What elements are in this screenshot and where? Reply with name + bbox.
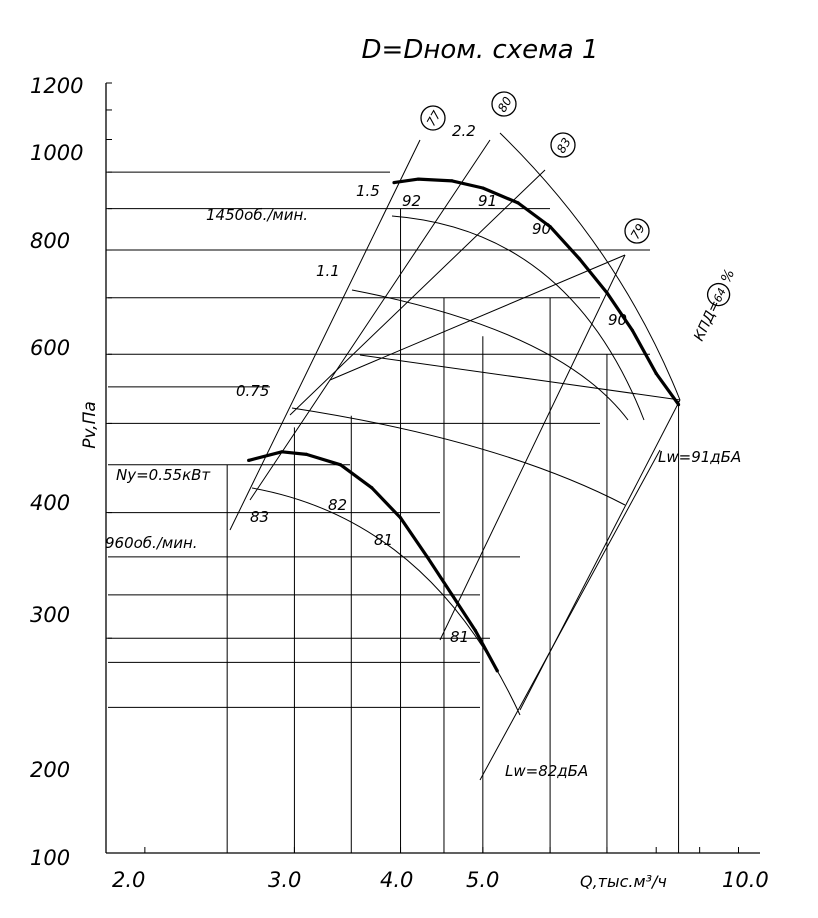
speed-label: 1450об./мин. — [206, 206, 309, 224]
data-point — [247, 459, 250, 462]
circled-label — [492, 92, 516, 116]
power-label: 2.2 — [452, 122, 476, 140]
y-tick-label: 400 — [30, 491, 71, 515]
speed-label: 960об./мин. — [105, 534, 198, 552]
data-point — [578, 257, 581, 260]
svg-text:83: 83 — [553, 135, 574, 156]
data-point — [305, 453, 308, 456]
data-point — [392, 181, 395, 184]
y-tick-label: 600 — [30, 336, 71, 360]
data-point — [496, 669, 499, 672]
power-label: Ny=0.55кВт — [116, 466, 211, 484]
data-point — [450, 179, 453, 182]
efficiency-label: 81 — [374, 531, 394, 549]
chart-title: D=Dном. схема 1 — [361, 35, 599, 65]
noise-label: Lw=82дБА — [505, 762, 589, 780]
y-tick-label: 1200 — [30, 74, 84, 98]
data-point — [450, 593, 453, 596]
y-axis-label: Pv,Па — [80, 401, 100, 449]
efficiency-label: 92 — [402, 192, 422, 210]
y-tick-label: 300 — [30, 603, 71, 627]
data-point — [631, 329, 634, 332]
system-line — [360, 355, 680, 400]
efficiency-label: 90 — [608, 311, 628, 329]
system-line — [330, 255, 628, 380]
data-point — [399, 516, 402, 519]
power-label: 1.5 — [356, 182, 380, 200]
system-line — [230, 140, 420, 530]
efficiency-label: 90 — [532, 220, 552, 238]
system-line — [440, 255, 628, 640]
svg-text:77: 77 — [423, 108, 444, 129]
efficiency-arc — [500, 133, 680, 400]
y-tick-label: 800 — [30, 229, 71, 253]
data-point — [516, 201, 519, 204]
y-tick-label: 100 — [30, 846, 71, 870]
data-series — [247, 178, 680, 673]
data-point — [370, 486, 373, 489]
data-point — [417, 178, 420, 181]
svg-text:64: 64 — [711, 286, 729, 305]
data-point — [280, 450, 283, 453]
power-label: 1.1 — [316, 262, 340, 280]
y-tick-label: 1000 — [30, 141, 84, 165]
data-point — [474, 629, 477, 632]
data-point — [481, 186, 484, 189]
efficiency-arc — [252, 488, 520, 715]
efficiency-label: 82 — [328, 496, 348, 514]
efficiency-label: 81 — [450, 628, 470, 646]
auxiliary-curves — [230, 133, 680, 780]
svg-text:КПД=: КПД= — [691, 297, 724, 344]
circled-label — [421, 106, 445, 130]
x-tick-label: 3.0 — [268, 868, 302, 892]
noise-label: Lw=91дБА — [658, 448, 742, 466]
data-point — [339, 463, 342, 466]
x-tick-label: 5.0 — [466, 868, 500, 892]
data-point — [655, 372, 658, 375]
x-axis-label: Q,тыс.м³/ч — [580, 872, 667, 891]
labels — [30, 35, 769, 892]
y-tick-label: 200 — [30, 758, 71, 782]
efficiency-arc — [352, 290, 628, 420]
x-tick-label: 10.0 — [722, 868, 769, 892]
series-line — [394, 179, 679, 405]
svg-text:%: % — [718, 266, 739, 286]
x-tick-label: 2.0 — [112, 868, 146, 892]
efficiency-caption — [687, 265, 740, 344]
power-label: 0.75 — [236, 382, 270, 400]
efficiency-label: 91 — [478, 192, 498, 210]
x-tick-label: 4.0 — [380, 868, 414, 892]
circled-label — [625, 219, 649, 243]
svg-text:80: 80 — [494, 94, 515, 115]
svg-text:79: 79 — [627, 221, 648, 242]
data-point — [605, 291, 608, 294]
efficiency-arc — [292, 408, 625, 505]
efficiency-label: 83 — [250, 508, 270, 526]
data-point — [677, 403, 680, 406]
circled-label — [551, 133, 575, 157]
data-point — [426, 555, 429, 558]
